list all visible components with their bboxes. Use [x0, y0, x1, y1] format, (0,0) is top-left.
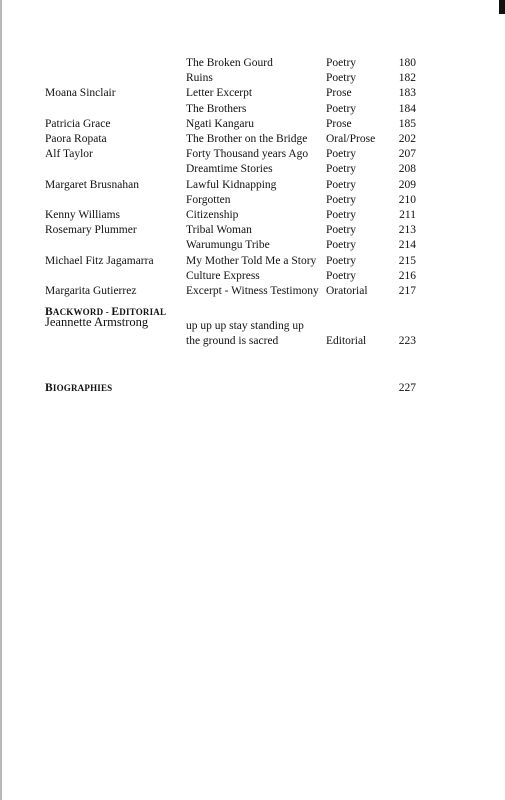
toc-entry [0, 133, 505, 146]
entry-title: The Brother on the Bridge [186, 133, 308, 145]
entry-title: Lawful Kidnapping [186, 178, 277, 191]
entry-page: 184 [398, 102, 416, 115]
entry-page: 202 [398, 133, 416, 145]
entry-page: 209 [398, 178, 416, 191]
toc-entry [0, 57, 505, 70]
page-edge-mark [499, 0, 505, 14]
toc-entry [0, 224, 505, 237]
entry-page: 216 [398, 269, 416, 282]
entry-page: 182 [398, 72, 416, 85]
toc-entry [0, 239, 505, 252]
entry-title: Ngati Kangaru [186, 117, 255, 130]
entry-title: Forty Thousand years Ago [186, 148, 309, 161]
entry-genre: Poetry [326, 57, 357, 69]
entry-title: My Mother Told Me a Story [186, 254, 317, 267]
entry-author: Patricia Grace [45, 117, 111, 130]
entry-title: Excerpt - Witness Testimony [186, 285, 319, 297]
entry-page: 214 [398, 239, 416, 252]
entry-genre: Poetry [326, 224, 357, 237]
toc-entry [0, 118, 505, 131]
entry-genre: Oratorial [326, 285, 368, 297]
entry-genre: Poetry [326, 209, 357, 221]
entry-genre: Poetry [326, 72, 357, 85]
entry-title: Dreamtime Stories [186, 163, 273, 176]
backword-author: Jeannette Armstrong [45, 315, 149, 329]
backword-heading: BACKWORD - EDITORIAL [45, 306, 167, 318]
entry-author: Margaret Brusnahan [45, 178, 139, 191]
toc-entry [0, 194, 505, 207]
backword-page: 223 [398, 335, 416, 347]
backword-title-line1: up up up stay standing up [186, 320, 304, 332]
toc-entry [0, 255, 505, 268]
entry-page: 210 [398, 193, 416, 206]
entry-page: 183 [398, 87, 416, 100]
toc-entry [0, 285, 505, 298]
entry-author: Moana Sinclair [45, 87, 116, 100]
entry-title: The Brothers [186, 102, 247, 115]
toc-entry [0, 72, 505, 85]
entry-genre: Poetry [326, 193, 357, 206]
entry-genre: Poetry [326, 254, 357, 267]
entry-author: Alf Taylor [45, 148, 93, 161]
toc-entry [0, 270, 505, 283]
entry-page: 215 [398, 254, 416, 267]
entry-title: Culture Express [186, 269, 260, 282]
toc-entry [0, 103, 505, 116]
backword-genre: Editorial [326, 335, 367, 347]
entry-page: 211 [399, 209, 416, 221]
entry-title: Letter Excerpt [186, 87, 253, 100]
entry-genre: Prose [326, 117, 352, 130]
entry-author: Kenny Williams [45, 209, 121, 221]
entry-genre: Poetry [326, 163, 357, 176]
toc-entry [0, 87, 505, 100]
entry-genre: Poetry [326, 239, 357, 252]
entry-title: Warumungu Tribe [186, 239, 270, 252]
biographies-page: 227 [398, 382, 416, 394]
entry-genre: Oral/Prose [326, 133, 376, 145]
entry-author: Rosemary Plummer [45, 224, 137, 237]
entry-page: 180 [398, 57, 416, 69]
entry-title: Citizenship [186, 209, 239, 221]
entry-page: 207 [398, 148, 416, 161]
entry-title: The Broken Gourd [186, 57, 273, 69]
toc-entry [0, 209, 505, 222]
entry-author: Michael Fitz Jagamarra [45, 254, 154, 267]
entry-genre: Poetry [326, 148, 357, 161]
entry-page: 217 [398, 285, 416, 297]
toc-entry [0, 148, 505, 161]
entry-genre: Poetry [326, 178, 357, 191]
biographies-heading: BIOGRAPHIES [45, 382, 113, 394]
entry-title: Forgotten [186, 193, 231, 206]
backword-title-line2: the ground is sacred [186, 335, 279, 347]
entry-page: 185 [398, 117, 416, 130]
toc-entry [0, 163, 505, 176]
toc-entry [0, 179, 505, 192]
entry-page: 208 [398, 163, 416, 176]
entry-genre: Prose [326, 87, 352, 100]
entry-page: 213 [398, 224, 416, 237]
entry-author: Paora Ropata [45, 133, 107, 145]
entry-title: Ruins [186, 72, 213, 85]
entry-genre: Poetry [326, 102, 357, 115]
entry-title: Tribal Woman [186, 224, 252, 237]
entry-author: Margarita Gutierrez [45, 285, 137, 297]
entry-genre: Poetry [326, 269, 357, 282]
